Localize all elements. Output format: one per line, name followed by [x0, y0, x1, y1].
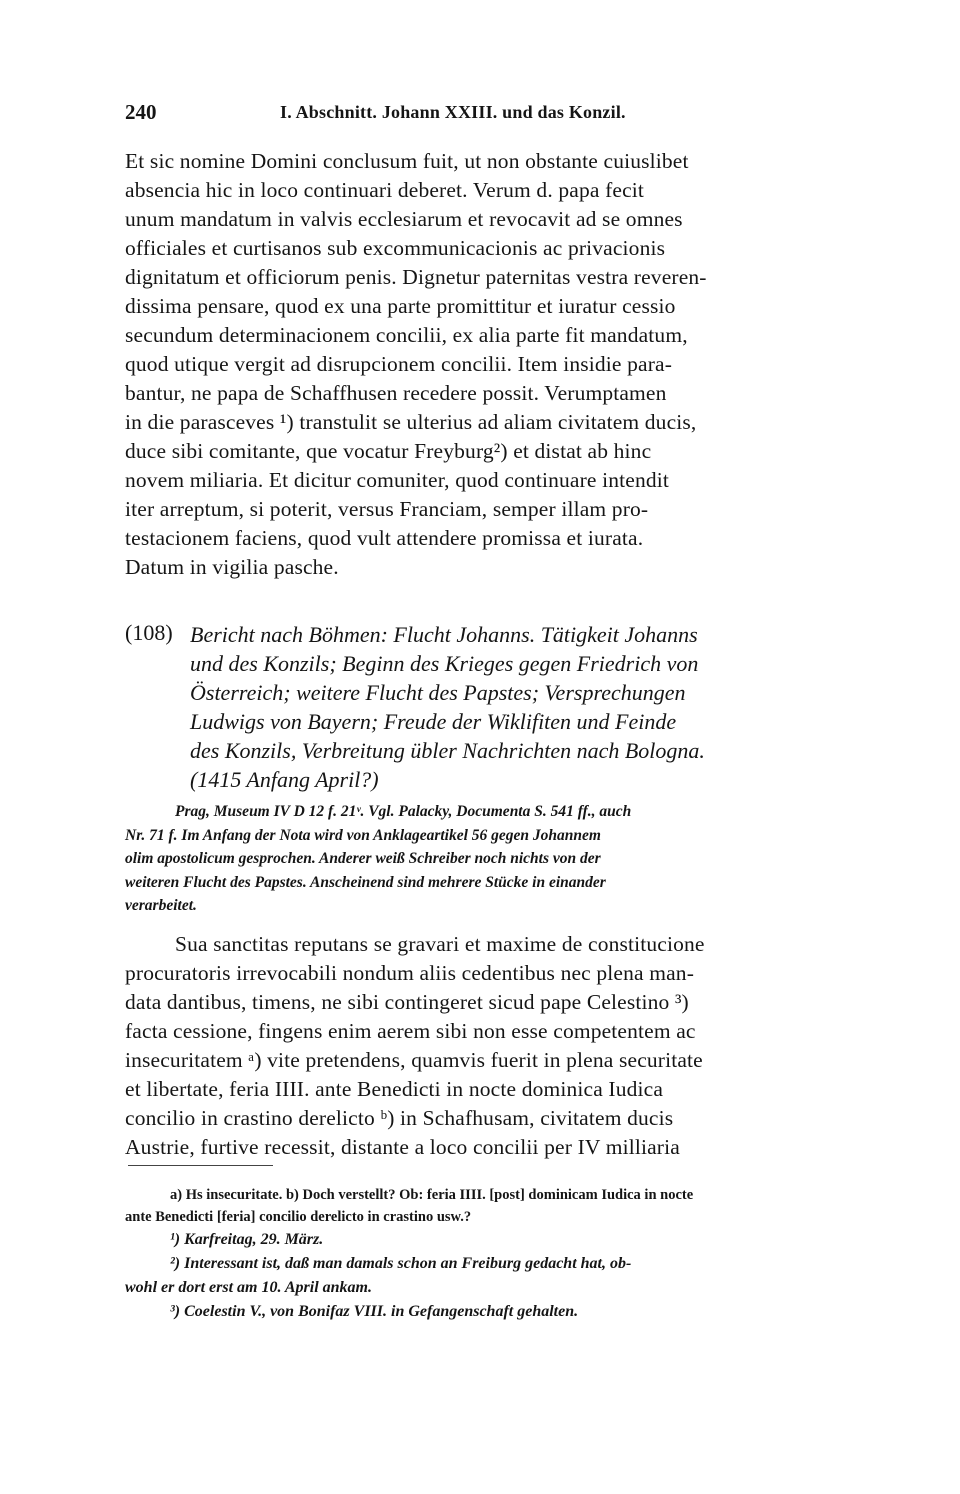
- text-line: iter arreptum, si poterit, versus Franciam, semper illam pro-: [125, 497, 649, 521]
- paragraph-report-text: [125, 930, 855, 1162]
- text-line: bantur, ne papa de Schaffhusen recedere possit. Verumptamen: [125, 381, 667, 405]
- text-line: absencia hic in loco continuari deberet. Verum d. papa fecit: [125, 178, 645, 202]
- heading-line: Ludwigs von Bayern; Freude der Wiklifiten und Feinde: [190, 709, 677, 734]
- footnote-separator: [128, 1165, 273, 1166]
- text-line: secundum determinacionem concilii, ex alia parte fit mandatum,: [125, 323, 688, 347]
- document-summary: [190, 620, 860, 794]
- text-line: in die parasceves ¹) transtulit se ulterius ad aliam civitatem ducis,: [125, 410, 697, 434]
- text-line: duce sibi comitante, que vocatur Freyburg²) et distat ab hinc: [125, 439, 652, 463]
- source-line: Nr. 71 f. Im Anfang der Nota wird von Anklageartikel 56 gegen Johannem: [125, 826, 601, 844]
- page-number: 240: [125, 100, 157, 124]
- paragraph-letter-text: [125, 147, 855, 582]
- text-line: concilio in crastino derelicto ᵇ) in Schafhusam, civitatem ducis: [125, 1106, 674, 1130]
- heading-line: des Konzils, Verbreitung übler Nachrichten nach Bologna.: [190, 738, 705, 763]
- source-line: Prag, Museum IV D 12 f. 21ᵛ. Vgl. Palacky, Documenta S. 541 ff., auch: [175, 803, 632, 820]
- text-line: dissima pensare, quod ex una parte promittitur et iuratur cessio: [125, 294, 676, 318]
- document-number: (108): [125, 620, 173, 645]
- text-line: Sua sanctitas reputans se gravari et maxime de constitucione: [175, 932, 705, 956]
- text-line: testacionem faciens, quod vult attendere promissa et iurata.: [125, 526, 644, 550]
- text-line: facta cessione, fingens enim aerem sibi non esse competentem ac: [125, 1019, 696, 1043]
- page-header: [125, 100, 855, 130]
- critical-note-line: a) Hs insecuritate. b) Doch verstellt? Ob: feria IIII. [post] dominicam Iudica in nocte: [170, 1187, 694, 1203]
- text-line: data dantibus, timens, ne sibi contingeret sicud pape Celestino ³): [125, 990, 689, 1014]
- source-line: verarbeitet.: [125, 897, 197, 914]
- text-line: dignitatum et officiorum penis. Dignetur paternitas vestra reveren-: [125, 265, 707, 289]
- source-line: olim apostolicum gesprochen. Anderer weiß Schreiber noch nichts von der: [125, 850, 601, 867]
- heading-line: und des Konzils; Beginn des Krieges gegen Friedrich von: [190, 651, 699, 676]
- footnotes: [125, 1184, 860, 1324]
- text-line: unum mandatum in valvis ecclesiarum et revocavit ad se omnes: [125, 207, 683, 231]
- text-line: et libertate, feria IIII. ante Benedicti in nocte dominica Iudica: [125, 1077, 664, 1101]
- footnote-1: ¹) Karfreitag, 29. März.: [170, 1231, 324, 1248]
- text-line: novem miliaria. Et dicitur comuniter, quod continuare intendit: [125, 468, 670, 492]
- heading-line: Bericht nach Böhmen: Flucht Johanns. Tätigkeit Johanns: [190, 622, 698, 647]
- footnote-3: ³) Coelestin V., von Bonifaz VIII. in Gefangenschaft gehalten.: [170, 1303, 579, 1320]
- footnote-2: ²) Interessant ist, daß man damals schon an Freiburg gedacht hat, ob-: [170, 1255, 632, 1272]
- footnote-2-continued: wohl er dort erst am 10. April ankam.: [125, 1279, 372, 1296]
- text-line: insecuritatem ᵃ) vite pretendens, quamvis fuerit in plena securitate: [125, 1048, 703, 1072]
- text-line: Et sic nomine Domini conclusum fuit, ut non obstante cuiuslibet: [125, 149, 689, 173]
- source-line: weiteren Flucht des Papstes. Anscheinend sind mehrere Stücke in einander: [125, 873, 606, 891]
- text-line: Datum in vigilia pasche.: [125, 555, 339, 579]
- text-line: procuratoris irrevocabili nondum aliis cedentibus nec plena man-: [125, 961, 695, 985]
- text-line: officiales et curtisanos sub excommunicacionis ac privacionis: [125, 236, 666, 260]
- heading-date: (1415 Anfang April?): [190, 767, 379, 792]
- critical-note-line: ante Benedicti [feria] concilio derelicto in crastino usw.?: [125, 1209, 472, 1225]
- text-line: quod utique vergit ad disrupcionem concilii. Item insidie para-: [125, 352, 673, 376]
- running-head: I. Abschnitt. Johann XXIII. und das Konzil.: [280, 102, 626, 122]
- source-note: [125, 800, 860, 918]
- heading-line: Österreich; weitere Flucht des Papstes; Versprechungen: [190, 680, 686, 705]
- text-line: Austrie, furtive recessit, distante a loco concilii per IV milliaria: [125, 1135, 680, 1159]
